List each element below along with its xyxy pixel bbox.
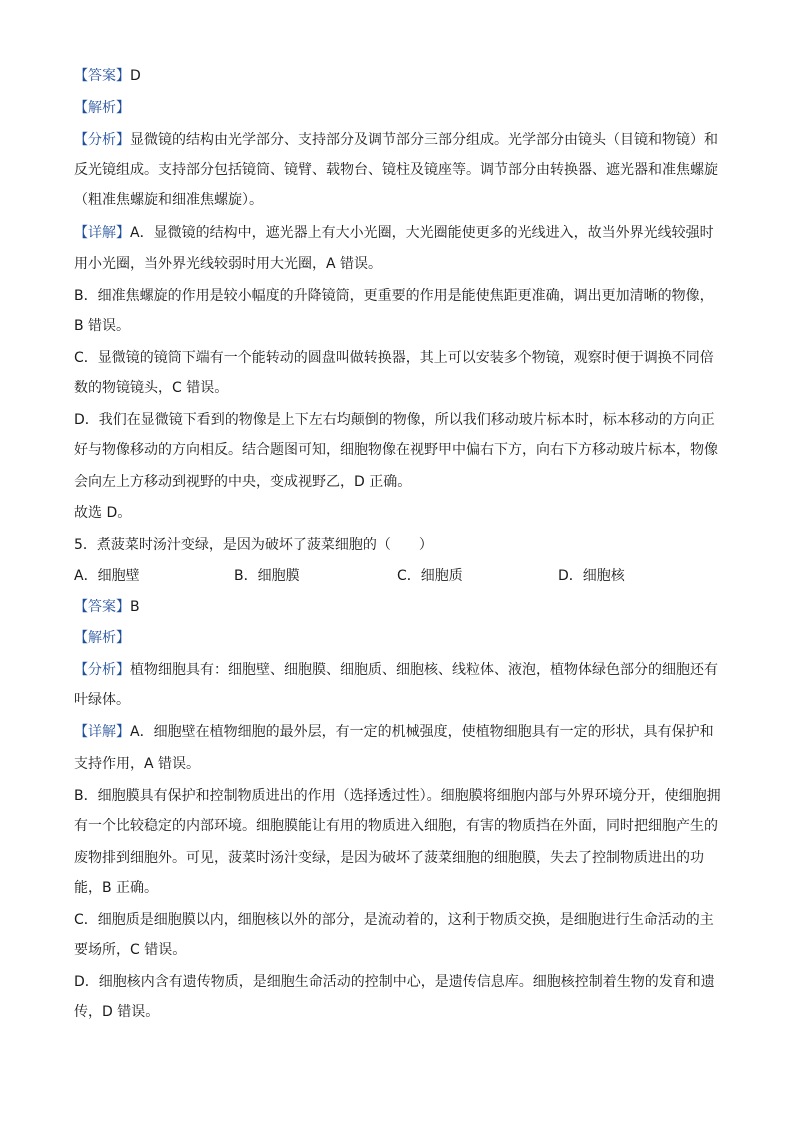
xiangjie-text: A．细胞壁在植物细胞的最外层，有一定的机械强度，使植物细胞具有一定的形状，具有保护和 bbox=[130, 724, 714, 740]
q5-xiangjie-line-3: B．细胞膜具有保护和控制物质进出的作用（选择透过性）。细胞膜将细胞内部与外界环境分开，使细胞拥 bbox=[74, 788, 721, 804]
q4-xiangjie-line-4: B 错误。 bbox=[74, 318, 131, 334]
answer-value: D bbox=[130, 68, 141, 84]
q4-xiangjie-line-1 bbox=[74, 223, 714, 243]
q4-xiangjie-line-9: 会向左上方移动到视野的中央，变成视野乙，D 正确。 bbox=[74, 474, 412, 490]
q5-option-b: B．细胞膜 bbox=[234, 568, 300, 584]
q5-fenxi-line-2: 叶绿体。 bbox=[74, 692, 130, 708]
answer-tag: 【答案】 bbox=[74, 68, 130, 84]
xiangjie-tag: 【详解】 bbox=[74, 225, 130, 241]
q5-question: 5．煮菠菜时汤汁变绿，是因为破坏了菠菜细胞的（ ） bbox=[74, 537, 433, 553]
q5-xiangjie-line-5: 废物排到细胞外。可见，菠菜时汤汁变绿，是因为破坏了菠菜细胞的细胞膜，失去了控制物质进出的功 bbox=[74, 850, 704, 866]
q5-answer-line bbox=[74, 597, 140, 617]
q4-conclusion: 故选 D。 bbox=[74, 505, 132, 521]
q5-xiangjie-line-1 bbox=[74, 722, 714, 742]
q4-answer-line bbox=[74, 66, 141, 86]
xiangjie-tag: 【详解】 bbox=[74, 724, 130, 740]
q4-xiangjie-line-6: 数的物镜镜头，C 错误。 bbox=[74, 380, 229, 396]
q5-xiangjie-line-2: 支持作用，A 错误。 bbox=[74, 756, 201, 772]
fenxi-tag: 【分析】 bbox=[74, 132, 130, 148]
fenxi-text: 植物细胞具有：细胞壁、细胞膜、细胞质、细胞核、线粒体、液泡，植物体绿色部分的细胞还有 bbox=[130, 662, 718, 678]
q5-option-d: D．细胞核 bbox=[558, 568, 625, 584]
answer-tag: 【答案】 bbox=[74, 599, 130, 615]
fenxi-text: 显微镜的结构由光学部分、支持部分及调节部分三部分组成。光学部分由镜头（目镜和物镜）和 bbox=[130, 132, 718, 148]
q5-option-c: C．细胞质 bbox=[397, 568, 463, 584]
q5-analysis-heading: 【解析】 bbox=[74, 630, 130, 646]
q5-option-a: A．细胞壁 bbox=[74, 568, 140, 584]
answer-value: B bbox=[130, 599, 140, 615]
q5-xiangjie-line-4: 有一个比较稳定的内部环境。细胞膜能让有用的物质进入细胞，有害的物质挡在外面，同时把细胞产生的 bbox=[74, 818, 718, 834]
analysis-tag: 解析 bbox=[88, 100, 116, 116]
analysis-tag: 解析 bbox=[88, 630, 116, 646]
q4-xiangjie-line-2: 用小光圈，当外界光线较弱时用大光圈，A 错误。 bbox=[74, 256, 383, 272]
q5-xiangjie-line-9: D．细胞核内含有遗传物质，是细胞生命活动的控制中心，是遗传信息库。细胞核控制着生物的发育和遗 bbox=[74, 974, 715, 990]
q4-xiangjie-line-7: D．我们在显微镜下看到的物像是上下左右均颠倒的物像，所以我们移动玻片标本时，标本移动的方向正 bbox=[74, 412, 715, 428]
fenxi-tag: 【分析】 bbox=[74, 662, 130, 678]
q4-xiangjie-line-5: C．显微镜的镜筒下端有一个能转动的圆盘叫做转换器，其上可以安装多个物镜，观察时便于调换不同倍 bbox=[74, 350, 714, 366]
q5-xiangjie-line-6: 能，B 正确。 bbox=[74, 880, 159, 896]
q4-xiangjie-line-8: 好与物像移动的方向相反。结合题图可知，细胞物像在视野甲中偏右下方，向右下方移动玻片标本，物像 bbox=[74, 442, 718, 458]
q4-analysis-heading: 【解析】 bbox=[74, 100, 130, 116]
q4-xiangjie-line-3: B．细准焦螺旋的作用是较小幅度的升降镜筒，更重要的作用是能使焦距更准确，调出更加清晰的物像， bbox=[74, 288, 714, 304]
q4-fenxi-line-3: （粗准焦螺旋和细准焦螺旋）。 bbox=[74, 192, 263, 208]
q4-fenxi-line-1 bbox=[74, 130, 718, 150]
xiangjie-text: A．显微镜的结构中，遮光器上有大小光圈，大光圈能使更多的光线进入，故当外界光线较强时 bbox=[130, 225, 714, 241]
q5-xiangjie-line-10: 传，D 错误。 bbox=[74, 1004, 160, 1020]
q5-fenxi-line-1 bbox=[74, 660, 718, 680]
q5-xiangjie-line-7: C．细胞质是细胞膜以内，细胞核以外的部分，是流动着的，这利于物质交换，是细胞进行生命活动的主 bbox=[74, 912, 714, 928]
q5-xiangjie-line-8: 要场所，C 错误。 bbox=[74, 942, 187, 958]
q4-fenxi-line-2: 反光镜组成。支持部分包括镜筒、镜臂、载物台、镜柱及镜座等。调节部分由转换器、遮光器和准焦螺旋 bbox=[74, 162, 718, 178]
